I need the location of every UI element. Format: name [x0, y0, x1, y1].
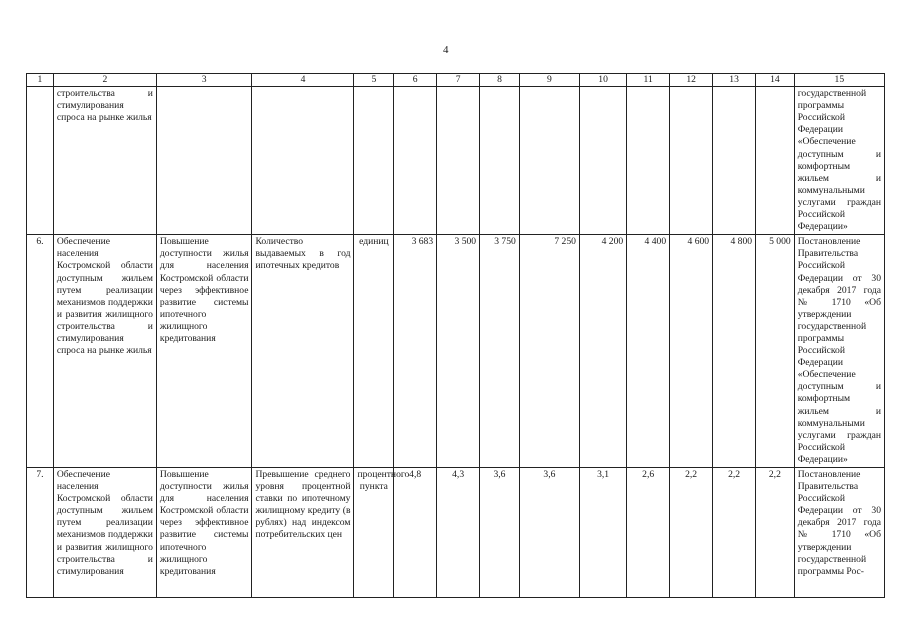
value-cell — [670, 87, 713, 235]
value-cell: 3,6 — [519, 468, 579, 598]
value-cell: 5 000 — [756, 235, 795, 468]
header-cell: 10 — [579, 74, 626, 87]
header-cell: 6 — [394, 74, 437, 87]
unit-cell: единиц — [354, 235, 394, 468]
value-cell: 2,2 — [713, 468, 756, 598]
value-cell — [394, 87, 437, 235]
header-cell: 3 — [156, 74, 252, 87]
header-cell: 15 — [794, 74, 884, 87]
value-cell — [627, 87, 670, 235]
value-cell: 2,2 — [670, 468, 713, 598]
value-cell: 3,6 — [480, 468, 520, 598]
header-cell: 11 — [627, 74, 670, 87]
value-cell: 4 200 — [579, 235, 626, 468]
indicator-cell: Количество выдаваемых в год ипотечных кредитов — [252, 235, 354, 468]
value-cell — [480, 87, 520, 235]
value-cell: 4 800 — [713, 235, 756, 468]
value-cell — [579, 87, 626, 235]
value-cell: 7 250 — [519, 235, 579, 468]
value-cell: 4,3 — [437, 468, 480, 598]
header-cell: 14 — [756, 74, 795, 87]
header-cell: 13 — [713, 74, 756, 87]
task-cell — [156, 87, 252, 235]
value-cell: 4 600 — [670, 235, 713, 468]
header-cell: 2 — [53, 74, 156, 87]
table-row — [27, 87, 885, 235]
row-number — [27, 87, 54, 235]
source-cell: государственной программы Российской Федерации «Обеспечение доступным и комфортным жильем и коммунальными услугами граждан Российской Федерации» — [794, 87, 884, 235]
indicators-table — [26, 73, 885, 598]
table-row — [27, 235, 885, 468]
source-cell: Постановление Правительства Российской Федерации от 30 декабря 2017 года № 1710 «Об утверждении государственной программы Рос- — [794, 468, 884, 598]
goal-cell: Обеспечение населения Костромской области доступным жильем путем реализации механизмов поддержки и развития жилищного строительства и стимулирования спроса на рынке жилья — [53, 235, 156, 468]
unit-cell: процентного пункта — [354, 468, 394, 598]
source-cell: Постановление Правительства Российской Федерации от 30 декабря 2017 года № 1710 «Об утверждении государственной программы Российской Федерации «Обеспечение доступным и комфортным жильем и коммунальными услугами граждан Российской Федерации» — [794, 235, 884, 468]
header-cell: 8 — [480, 74, 520, 87]
header-cell: 1 — [27, 74, 54, 87]
unit-cell — [354, 87, 394, 235]
value-cell: 4,8 — [394, 468, 437, 598]
value-cell: 3,1 — [579, 468, 626, 598]
indicator-cell — [252, 87, 354, 235]
value-cell — [713, 87, 756, 235]
value-cell — [756, 87, 795, 235]
header-cell: 7 — [437, 74, 480, 87]
value-cell — [437, 87, 480, 235]
header-cell: 12 — [670, 74, 713, 87]
indicator-cell: Превышение среднего уровня процентной ставки по ипотечному жилищному кредиту (в рублях) над индексом потребительских цен — [252, 468, 354, 598]
row-number: 6. — [27, 235, 54, 468]
header-cell: 9 — [519, 74, 579, 87]
header-row — [27, 74, 885, 87]
goal-cell: строительства и стимулирования спроса на рынке жилья — [53, 87, 156, 235]
value-cell: 4 400 — [627, 235, 670, 468]
value-cell: 3 750 — [480, 235, 520, 468]
task-cell: Повышение доступности жилья для населения Костромской области через эффективное развитие системы ипотечного жилищного кредитования — [156, 468, 252, 598]
value-cell: 2,6 — [627, 468, 670, 598]
task-cell: Повышение доступности жилья для населения Костромской области через эффективное развитие системы ипотечного жилищного кредитования — [156, 235, 252, 468]
value-cell: 3 500 — [437, 235, 480, 468]
header-cell: 5 — [354, 74, 394, 87]
page-number: 4 — [443, 44, 449, 56]
row-number: 7. — [27, 468, 54, 598]
value-cell: 3 683 — [394, 235, 437, 468]
header-cell: 4 — [252, 74, 354, 87]
value-cell — [519, 87, 579, 235]
goal-cell: Обеспечение населения Костромской области доступным жильем путем реализации механизмов поддержки и развития жилищного строительства и стимулирования — [53, 468, 156, 598]
value-cell: 2,2 — [756, 468, 795, 598]
table-row — [27, 468, 885, 598]
